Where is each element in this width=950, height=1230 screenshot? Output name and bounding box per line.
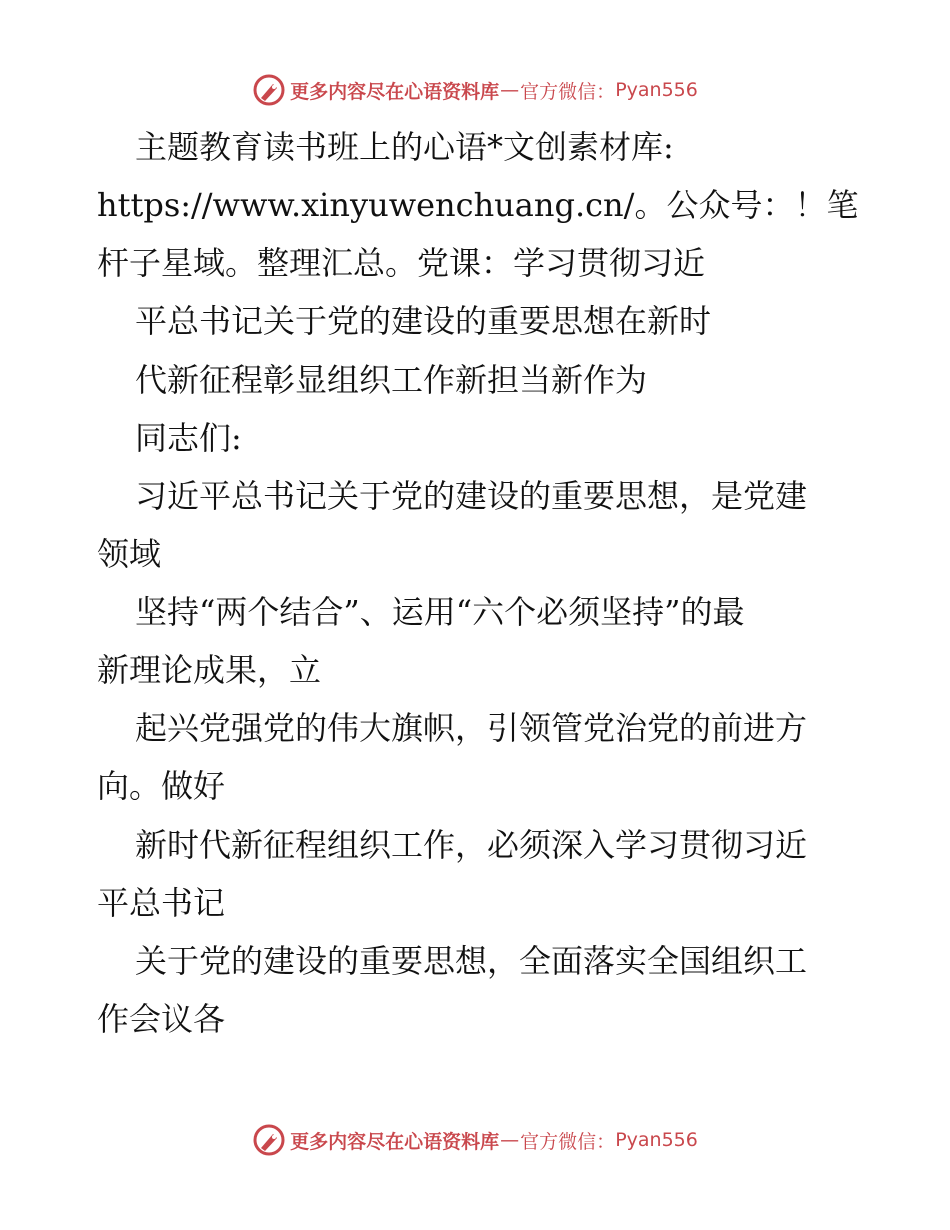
text-line: 新理论成果，立	[97, 651, 322, 689]
text-line: 作会议各	[97, 1000, 226, 1038]
header-watermark	[0, 70, 950, 110]
watermark-contact-label: 官方微信：	[520, 1130, 616, 1153]
text-line: 习近平总书记关于党的建设的重要思想，是党建	[135, 477, 808, 515]
text-line: 新时代新征程组织工作，必须深入学习贯彻习近	[135, 826, 808, 864]
watermark-dash: —	[500, 1129, 520, 1151]
fountain-pen-logo-icon	[252, 73, 286, 107]
text-line: 坚持“两个结合”、运用“六个必须坚持”的最	[135, 593, 745, 631]
watermark-contact-id: Pyan556	[615, 1129, 698, 1151]
text-line: 起兴党强党的伟大旗帜，引领管党治党的前进方	[135, 709, 808, 747]
watermark-contact-label: 官方微信：	[520, 80, 616, 103]
text-line: https://www.xinyuwenchuang.cn/。公众号：！笔	[97, 186, 859, 224]
watermark-site-text: 更多内容尽在心语资料库	[290, 80, 500, 103]
text-line: 同志们:	[135, 419, 242, 457]
watermark-contact-id: Pyan556	[615, 79, 698, 101]
text-line: 向。做好	[97, 767, 226, 805]
watermark-dash: —	[500, 79, 520, 101]
text-line: 代新征程彰显组织工作新担当新作为	[135, 361, 648, 399]
text-line: 平总书记关于党的建设的重要思想在新时	[135, 302, 712, 340]
text-line: 领域	[97, 535, 162, 573]
text-line: 关于党的建设的重要思想，全面落实全国组织工	[135, 942, 808, 980]
fountain-pen-logo-icon	[252, 1123, 286, 1157]
watermark-site-text: 更多内容尽在心语资料库	[290, 1130, 500, 1153]
text-line: 平总书记	[97, 884, 226, 922]
text-line: 杆子星域。整理汇总。党课：学习贯彻习近	[97, 244, 706, 282]
footer-watermark	[0, 1120, 950, 1160]
text-line: 主题教育读书班上的心语*文创素材库:	[135, 128, 674, 166]
